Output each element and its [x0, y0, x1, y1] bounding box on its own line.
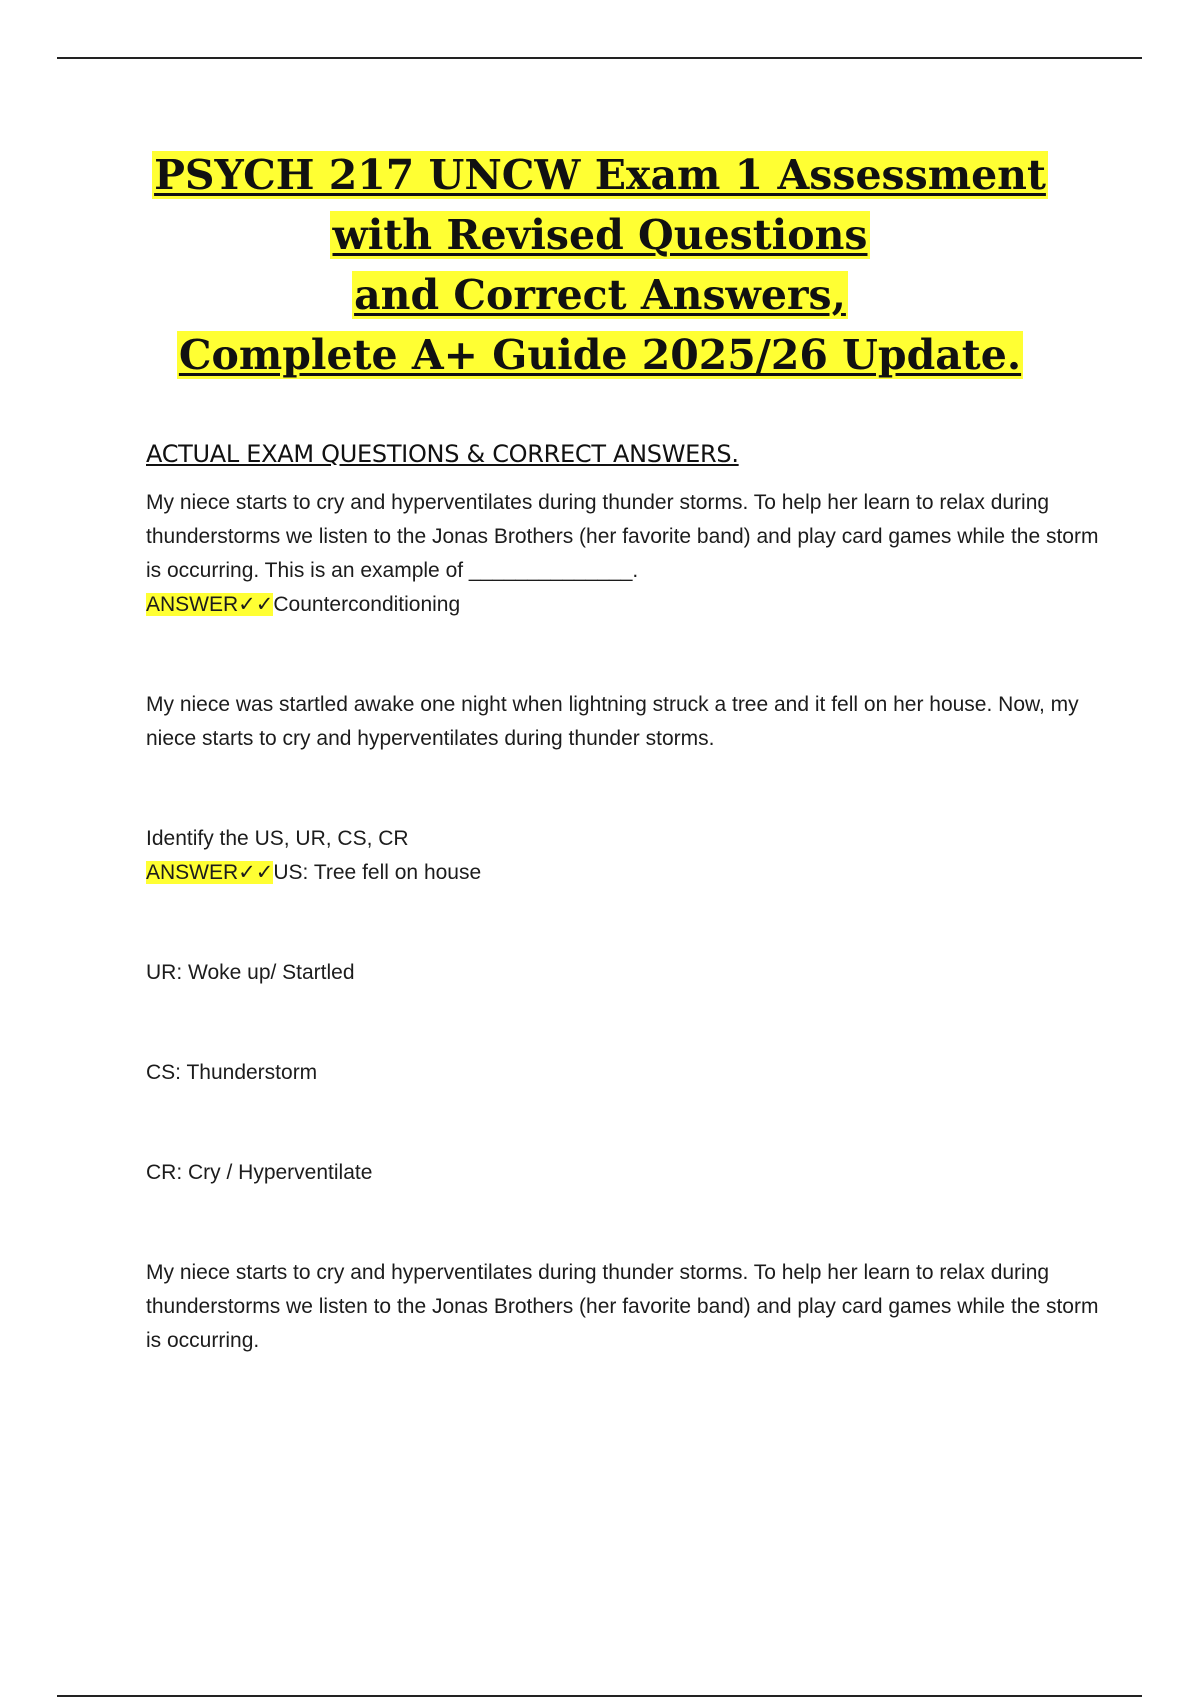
- answer-2-ur: UR: Woke up/ Startled: [146, 961, 355, 984]
- document-title: [100, 145, 1100, 385]
- title-line-3: and Correct Answers,: [354, 271, 846, 319]
- answer-1-text: Counterconditioning: [273, 593, 461, 616]
- answer-2-cs: CS: Thunderstorm: [146, 1061, 318, 1084]
- answer-label: ANSWER✓✓: [146, 861, 274, 884]
- title-line-4: Complete A+ Guide 2025/26 Update.: [178, 331, 1022, 379]
- question-2-prompt: Identify the US, UR, CS, CR: [146, 827, 409, 850]
- title-line-2: with Revised Questions: [332, 211, 868, 259]
- title-line-1: PSYCH 217 UNCW Exam 1 Assessment: [154, 151, 1046, 199]
- bottom-rule: [57, 1695, 1142, 1697]
- answer-2-text: US: Tree fell on house: [273, 861, 482, 884]
- top-rule: [57, 57, 1142, 59]
- answer-2: [146, 856, 1106, 890]
- question-1: My niece starts to cry and hyperventilates during thunder storms. To help her learn to relax during thunderstorms we listen to the Jonas Brothers (her favorite band) and play card games while the storm is occurring. This is an example of ______________.: [146, 491, 1099, 582]
- section-heading: ACTUAL EXAM QUESTIONS & CORRECT ANSWERS.: [146, 440, 739, 468]
- answer-label: ANSWER✓✓: [146, 593, 274, 616]
- document-body: [146, 438, 1106, 1358]
- question-3: My niece starts to cry and hyperventilates during thunder storms. To help her learn to relax during thunderstorms we listen to the Jonas Brothers (her favorite band) and play card games while the storm is occurring.: [146, 1261, 1099, 1352]
- answer-1: [146, 588, 1106, 622]
- answer-2-cr: CR: Cry / Hyperventilate: [146, 1161, 373, 1184]
- question-2-scenario: My niece was startled awake one night when lightning struck a tree and it fell on her house. Now, my niece starts to cry and hyperventilates during thunder storms.: [146, 693, 1079, 750]
